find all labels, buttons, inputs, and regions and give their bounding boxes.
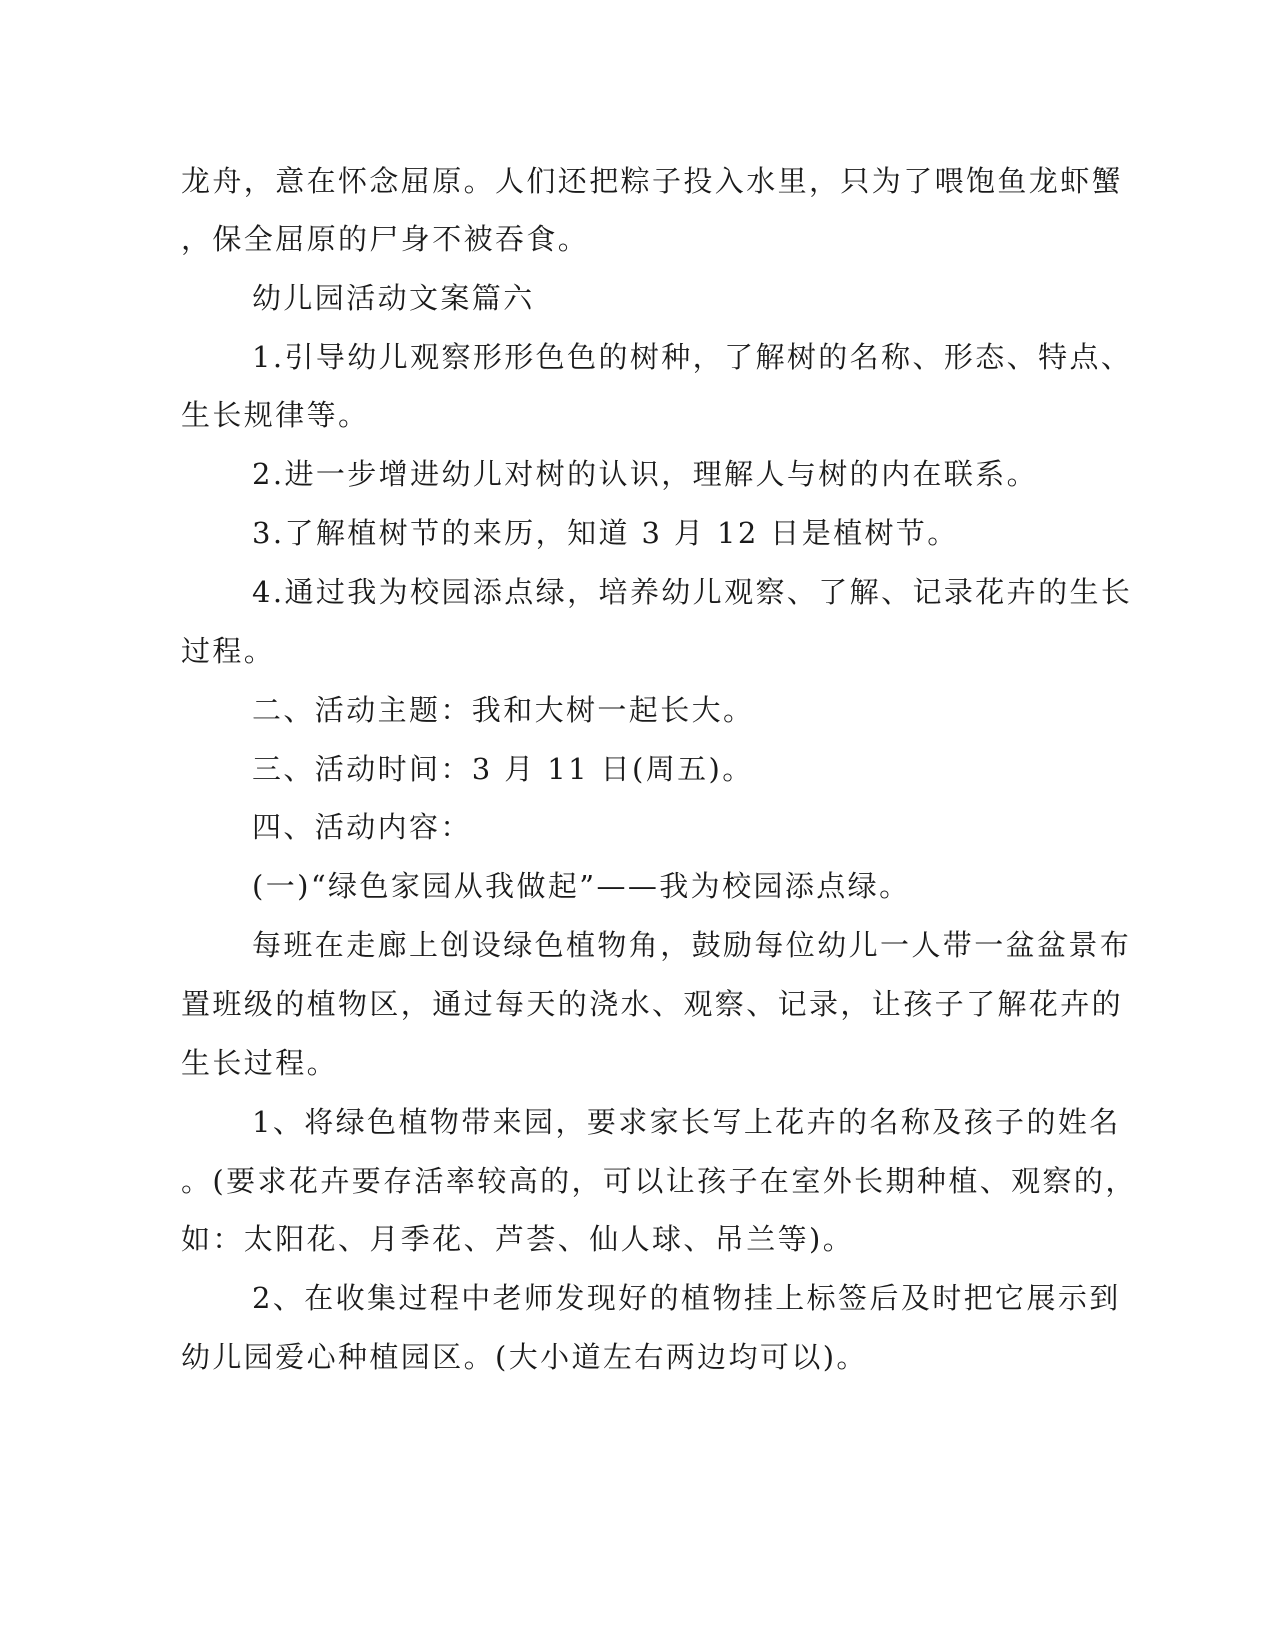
text-line: 二、活动主题：我和大树一起长大。 <box>252 693 755 727</box>
text-line: 1、将绿色植物带来园，要求家长写上花卉的名称及孩子的姓名 <box>252 1105 1121 1139</box>
text-line: 生长过程。 <box>181 1046 339 1080</box>
text-line: 每班在走廊上创设绿色植物角，鼓励每位幼儿一人带一盆盆景布 <box>252 928 1132 962</box>
text-line: 过程。 <box>181 634 276 668</box>
text-line: 4.通过我为校园添点绿，培养幼儿观察、了解、记录花卉的生长 <box>252 575 1133 609</box>
text-line: 1.引导幼儿观察形形色色的树种，了解树的名称、形态、特点、 <box>252 340 1133 374</box>
text-line: 幼儿园爱心种植园区。(大小道左右两边均可以)。 <box>181 1340 868 1374</box>
text-line: 如：太阳花、月季花、芦荟、仙人球、吊兰等)。 <box>181 1222 855 1256</box>
text-line: 三、活动时间：3 月 11 日(周五)。 <box>252 752 754 786</box>
text-line: ，保全屈原的尸身不被吞食。 <box>181 222 590 256</box>
text-line: 龙舟，意在怀念屈原。人们还把粽子投入水里，只为了喂饱鱼龙虾蟹 <box>181 164 1124 198</box>
text-line: 四、活动内容： <box>252 810 472 844</box>
text-line: 3.了解植树节的来历，知道 3 月 12 日是植树节。 <box>252 516 959 550</box>
text-line: 。(要求花卉要存活率较高的，可以让孩子在室外长期种植、观察的， <box>181 1164 1137 1198</box>
text-line: 2、在收集过程中老师发现好的植物挂上标签后及时把它展示到 <box>252 1281 1121 1315</box>
text-line: (一)“绿色家园从我做起”——我为校园添点绿。 <box>252 869 911 903</box>
text-line: 2.进一步增进幼儿对树的认识，理解人与树的内在联系。 <box>252 457 1039 491</box>
section-heading: 幼儿园活动文案篇六 <box>252 281 535 315</box>
text-line: 生长规律等。 <box>181 398 370 432</box>
text-line: 置班级的植物区，通过每天的浇水、观察、记录，让孩子了解花卉的 <box>181 987 1124 1021</box>
